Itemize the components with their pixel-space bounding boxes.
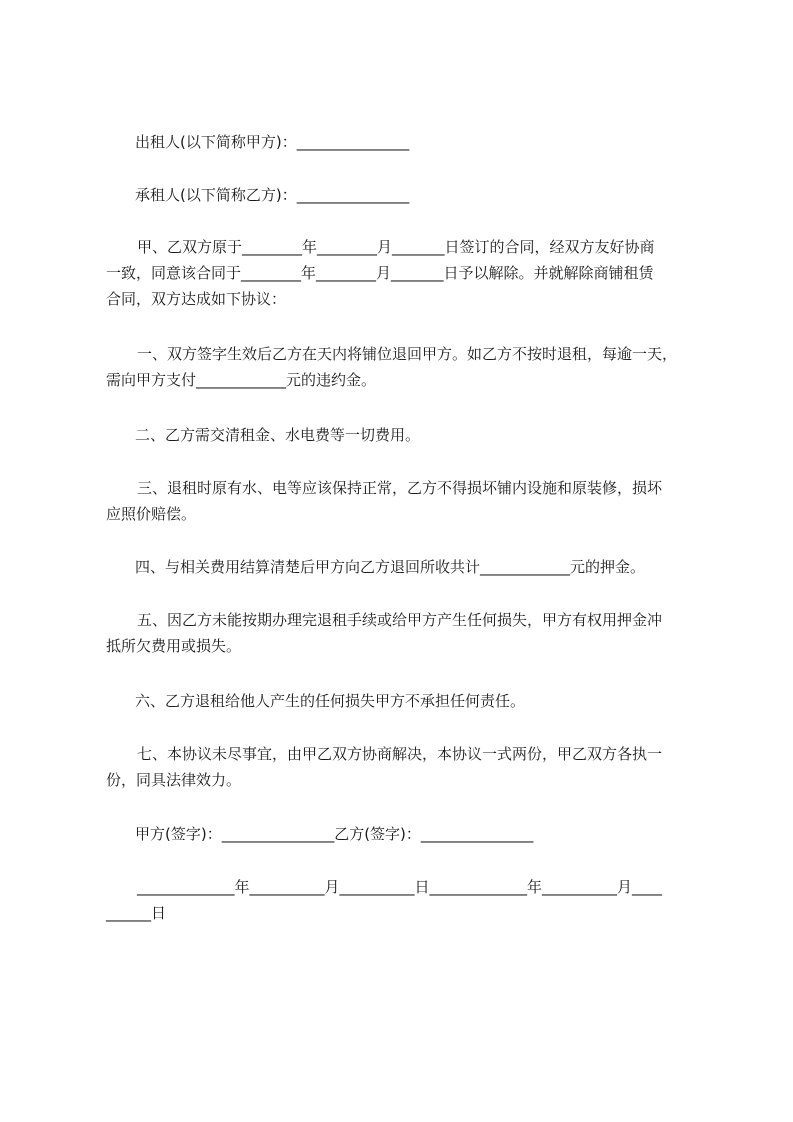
clause-5-line-1: 五、因乙方未能按期办理完退租手续或给甲方产生任何损失，甲方有权用押金冲: [137, 611, 663, 629]
clause-5-line-2: 抵所欠费用或损失。: [106, 637, 242, 655]
clause-4: 四、与相关费用结算清楚后甲方向乙方退回所收共计____________元的押金。: [135, 558, 646, 576]
clause-7-line-1: 七、本协议未尽事宜，由甲乙双方协商解决，本协议一式两份，甲乙双方各执一: [137, 745, 663, 763]
clause-6: 六、乙方退租给他人产生的任何损失甲方不承担任何责任。: [135, 692, 526, 710]
intro-line-3: 合同，双方达成如下协议：: [106, 290, 287, 308]
lessee-line: 承租人(以下简称乙方)：_______________: [135, 186, 410, 204]
clause-3-line-2: 应照价赔偿。: [106, 505, 197, 523]
clause-3-line-1: 三、退租时原有水、电等应该保持正常，乙方不得损坏铺内设施和原装修，损坏: [137, 479, 663, 497]
signature-line: 甲方(签字)：_______________乙方(签字)：_______________: [135, 825, 534, 843]
intro-line-2: 一致，同意该合同于________年________月_______日予以解除。并就解除商铺租赁: [106, 264, 654, 282]
clause-1-line-1: 一、双方签字生效后乙方在天内将铺位退回甲方。如乙方不按时退租，每逾一天，: [137, 345, 678, 363]
lessor-line: 出租人(以下简称甲方)：_______________: [135, 133, 410, 151]
intro-line-1: 甲、乙双方原于________年________月_______日签订的合同，经双方友好协商: [137, 238, 655, 256]
date-line-1: _____________年__________月__________日_____________年__________月____: [137, 878, 663, 896]
clause-2: 二、乙方需交清租金、水电费等一切费用。: [135, 426, 421, 444]
clause-1-line-2: 需向甲方支付____________元的违约金。: [106, 371, 377, 389]
date-line-2: ______日: [106, 904, 167, 922]
clause-7-line-2: 份，同具法律效力。: [106, 771, 242, 789]
